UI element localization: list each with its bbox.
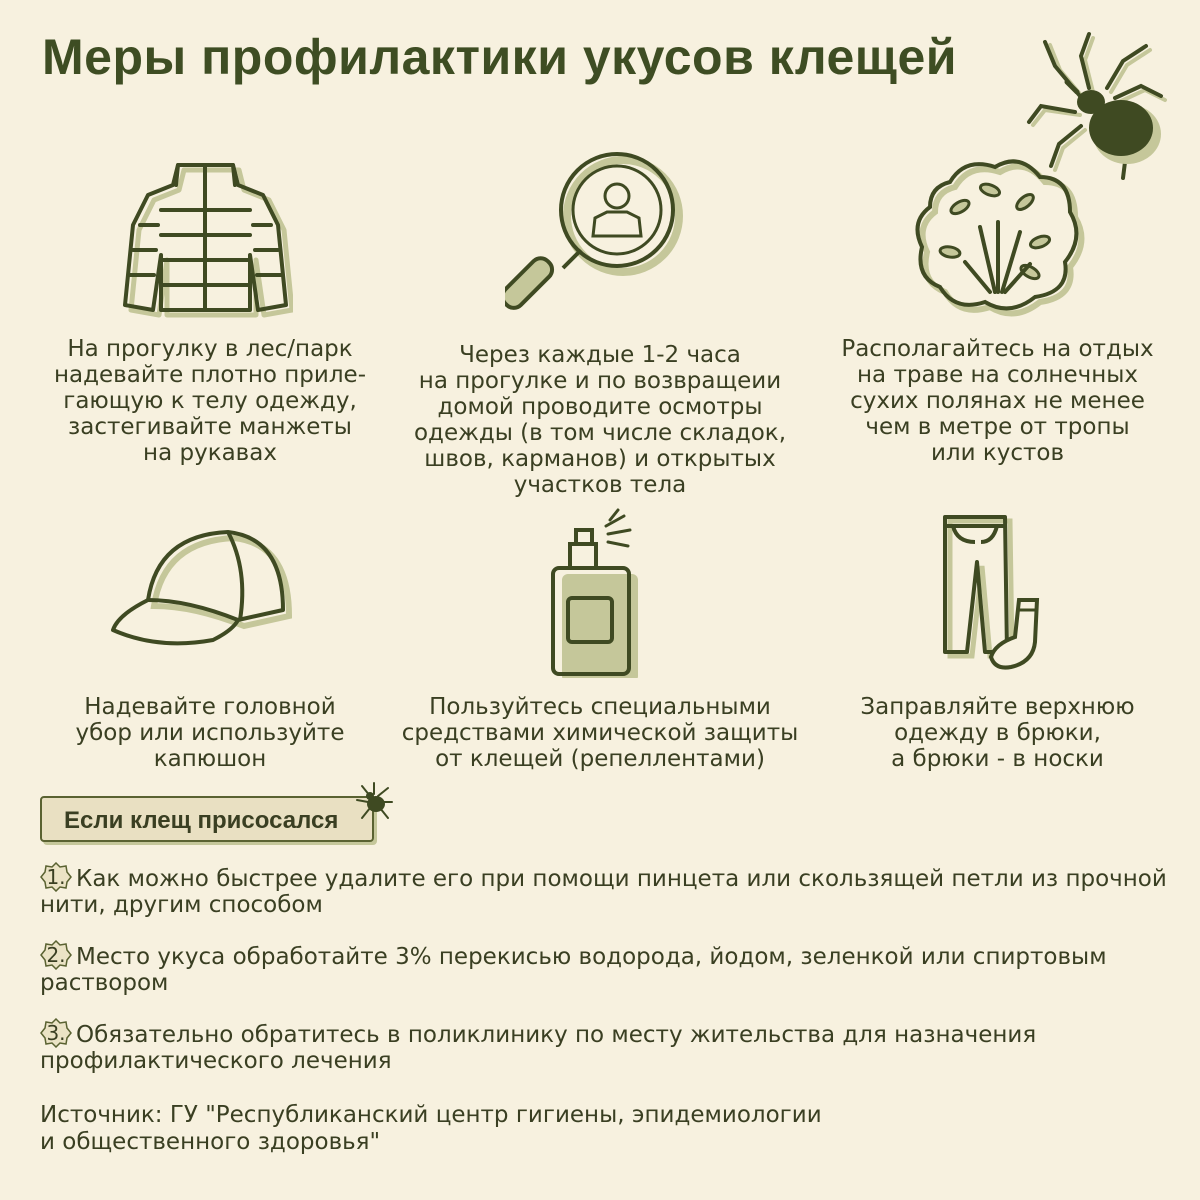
- step-number-badge: 1.: [40, 862, 72, 892]
- tip-caption-repellent: Пользуйтесь специальными средствами химической защиты от клещей (репеллентами): [401, 694, 799, 772]
- step-item: [40, 1018, 1170, 1074]
- tip-caption-tuck-in: Заправляйте верхнюю одежду в брюки, а брюки - в носки: [860, 694, 1135, 772]
- magnifier-icon: [505, 148, 695, 323]
- cap-icon: [108, 520, 298, 665]
- step-text: Как можно быстрее удалите его при помощи пинцета или скользящей петли из прочной нити, другим способом: [40, 866, 1167, 918]
- small-tick-icon: [352, 780, 394, 822]
- if-bitten-label: Если клещ присосался: [64, 807, 339, 834]
- step-text: Место укуса обработайте 3% перекисью водорода, йодом, зеленкой или спиртовым раствором: [40, 944, 1107, 996]
- tip-caption-resting: Располагайтесь на отдых на траве на солнечных сухих полянах не менее чем в метре от тропы или кустов: [841, 336, 1154, 466]
- bush-icon: [910, 152, 1085, 322]
- if-bitten-badge: [40, 796, 374, 842]
- source-note: Источник: ГУ "Республиканский центр гигиены, эпидемиологии и общественного здоровья": [40, 1102, 822, 1155]
- tip-caption-inspection: Через каждые 1-2 часа на прогулке и по возвращеии домой проводите осмотры одежды (в том числе складок, швов, карманов) и открытых участков тела: [413, 342, 787, 498]
- tip-caption-clothing: На прогулку в лес/парк надевайте плотно прилe- гающую к телу одежду, застегивайте манжеты на рукавах: [53, 336, 366, 466]
- jacket-icon: [118, 155, 293, 325]
- page-title: Меры профилактики укусов клещей: [42, 29, 957, 85]
- tip-caption-headwear: Надевайте головной убор или используйте капюшон: [75, 694, 345, 772]
- step-number-badge: 2.: [40, 940, 72, 970]
- spray-icon: [548, 508, 648, 678]
- step-item: [40, 862, 1170, 918]
- step-number-badge: 3.: [40, 1018, 72, 1048]
- step-item: [40, 940, 1170, 996]
- pants-sock-icon: [935, 512, 1055, 672]
- step-text: Обязательно обратитесь в поликлинику по месту жительства для назначения профилактического лечения: [40, 1022, 1037, 1074]
